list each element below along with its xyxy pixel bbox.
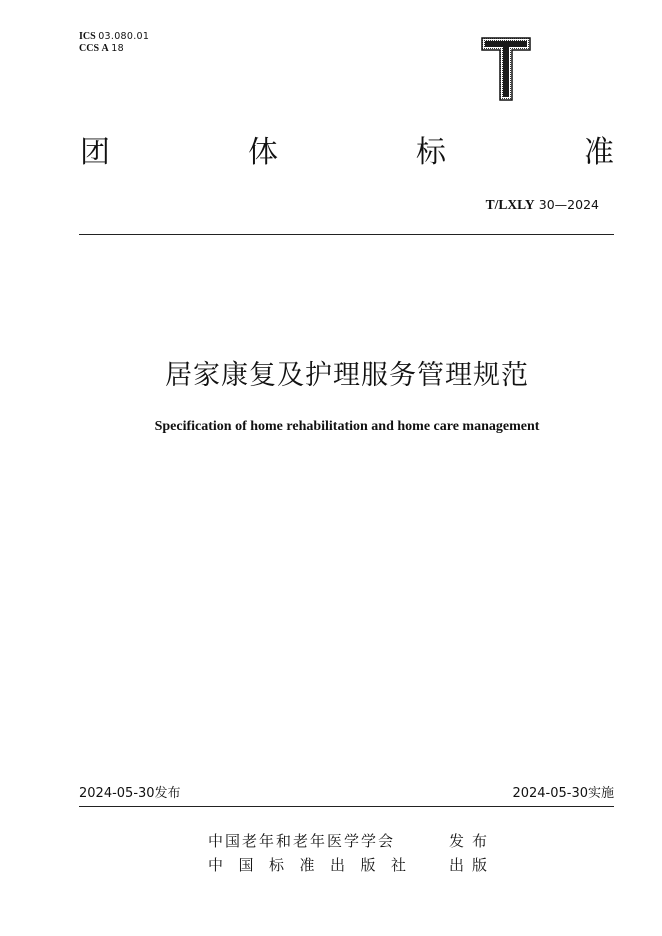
implementation-date: 2024-05-30实施 bbox=[512, 786, 614, 801]
standard-t-emblem-icon bbox=[480, 36, 532, 102]
standard-type-char: 标 bbox=[416, 135, 446, 170]
top-divider bbox=[79, 234, 614, 235]
document-title-english: Specification of home rehabilitation and home care management bbox=[154, 419, 540, 434]
classification-codes bbox=[79, 31, 149, 55]
ccs-label: CCS bbox=[79, 43, 100, 54]
publisher-action-issue: 发布 bbox=[449, 832, 496, 850]
ics-label: ICS bbox=[79, 31, 96, 42]
publisher-organization: 中国老年和老年医学学会 bbox=[208, 832, 396, 850]
ics-value: 03.080.01 bbox=[98, 31, 150, 42]
standard-type-char: 准 bbox=[584, 135, 614, 170]
standard-type-char: 体 bbox=[248, 135, 278, 170]
ics-code-row bbox=[79, 31, 149, 43]
issue-date: 2024-05-30发布 bbox=[79, 786, 181, 801]
bottom-divider bbox=[79, 806, 614, 807]
standard-type-char: 团 bbox=[80, 135, 110, 170]
standard-number bbox=[486, 196, 599, 215]
standard-year-number: 30—2024 bbox=[538, 197, 599, 212]
ccs-code-row bbox=[79, 43, 149, 55]
standard-type-heading bbox=[80, 133, 614, 173]
publisher-press: 中国标准出版社 bbox=[208, 856, 422, 874]
standard-code: T/LXLY bbox=[485, 197, 535, 212]
ccs-value-number: 18 bbox=[111, 43, 124, 54]
publisher-action-print: 出版 bbox=[449, 856, 496, 874]
document-title-chinese: 居家康复及护理服务管理规范 bbox=[165, 360, 529, 391]
ccs-value-letter: A bbox=[101, 43, 109, 54]
